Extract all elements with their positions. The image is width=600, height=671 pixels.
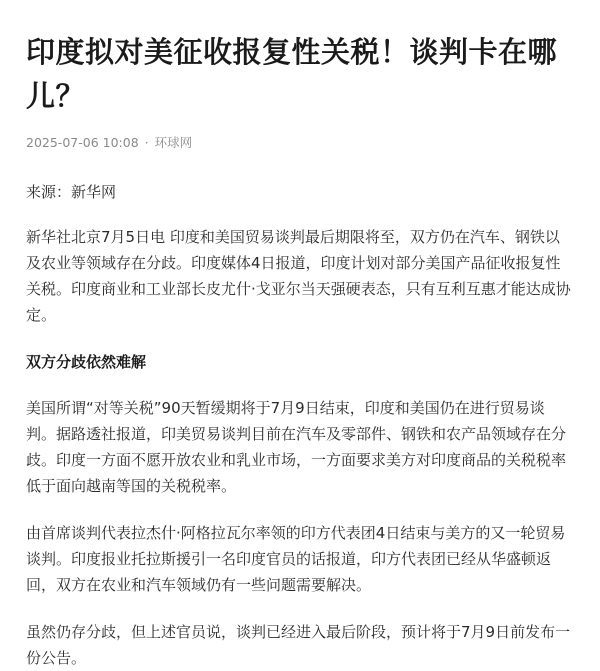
paragraph-2: 美国所谓“对等关税”90天暂缓期将于7月9日结束，印度和美国仍在进行贸易谈判。据路透社报道，印美贸易谈判目前在汽车及零部件、钢铁和农产品领域存在分歧。印度一方面不愿开放农业和乳业市场，一方面要求美方对印度商品的关税税率低于面向越南等国的关税税率。: [26, 399, 567, 495]
article-source: 来源：新华网: [26, 183, 117, 201]
article-body: [26, 179, 574, 671]
paragraph-3: 由首席谈判代表拉杰什·阿格拉瓦尔率领的印方代表团4日结束与美方的又一轮贸易谈判。印度报业托拉斯援引一名印度官员的话报道，印方代表团已经从华盛顿返回，双方在农业和汽车领域仍有一些问题需要解决。: [26, 524, 566, 594]
section-subheading: 双方分歧依然难解: [26, 353, 147, 371]
meta-separator: ·: [144, 135, 149, 150]
article-title: 印度拟对美征收报复性关税！谈判卡在哪儿？: [26, 35, 558, 113]
paragraph-1: 新华社北京7月5日电 印度和美国贸易谈判最后期限将至，双方仍在汽车、钢铁以及农业等领域存在分歧。印度媒体4日报道，印度计划对部分美国产品征收报复性关税。印度商业和工业部长皮尤什·戈亚尔当天强硬表态，只有互利互惠才能达成协定。: [26, 228, 571, 324]
article-meta: [26, 135, 574, 151]
publish-date: 2025-07-06 10:08: [26, 135, 139, 150]
publisher-name[interactable]: 环球网: [154, 135, 193, 150]
paragraph-4: 虽然仍存分歧，但上述官员说，谈判已经进入最后阶段，预计将于7月9日前发布一份公告。: [26, 623, 571, 667]
